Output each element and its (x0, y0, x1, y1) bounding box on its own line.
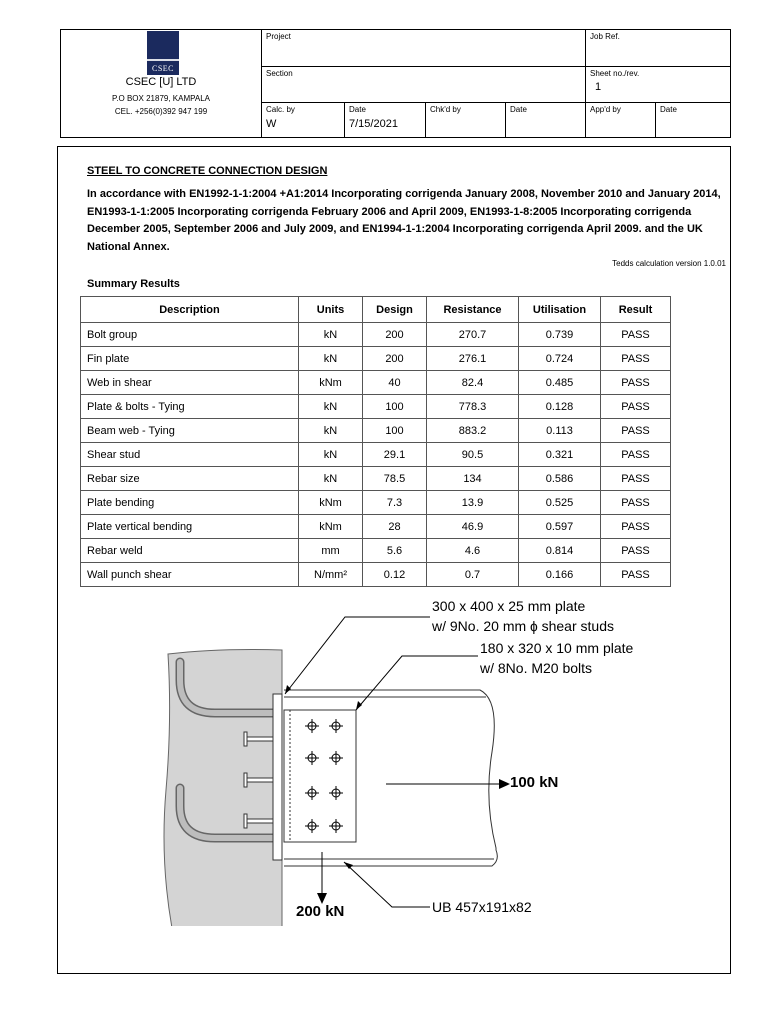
cell-resistance: 4.6 (427, 539, 519, 563)
cell-design: 78.5 (363, 467, 427, 491)
calc-by-value: W (266, 118, 277, 130)
page-title: STEEL TO CONCRETE CONNECTION DESIGN (87, 165, 328, 177)
col-description: Description (81, 297, 299, 323)
cell-design: 200 (363, 347, 427, 371)
company-logo (147, 31, 179, 75)
cell-utilisation: 0.814 (519, 539, 601, 563)
cell-design: 40 (363, 371, 427, 395)
calc-version: Tedds calculation version 1.0.01 (612, 259, 726, 268)
sheet-field (586, 67, 730, 102)
table-row (81, 515, 671, 539)
cell-design: 100 (363, 395, 427, 419)
project-label: Project (266, 32, 291, 41)
cell-utilisation: 0.586 (519, 467, 601, 491)
cell-resistance: 778.3 (427, 395, 519, 419)
vertical-force-label: 200 kN (296, 903, 345, 920)
summary-heading: Summary Results (87, 278, 180, 290)
cell-utilisation: 0.113 (519, 419, 601, 443)
date2-field (506, 103, 585, 137)
summary-results-table (80, 296, 671, 587)
cell-result: PASS (601, 515, 671, 539)
leader-beam (344, 862, 430, 907)
logo-text: CSEC (151, 64, 174, 73)
table-row (81, 347, 671, 371)
cell-units: kNm (299, 371, 363, 395)
date2-label: Date (510, 105, 527, 114)
col-resistance: Resistance (427, 297, 519, 323)
cell-units: N/mm² (299, 563, 363, 587)
cell-resistance: 276.1 (427, 347, 519, 371)
approved-by-label: App'd by (590, 105, 621, 114)
checked-by-field (426, 103, 505, 137)
table-row (81, 395, 671, 419)
cell-utilisation: 0.485 (519, 371, 601, 395)
cell-resistance: 270.7 (427, 323, 519, 347)
date3-field (656, 103, 730, 137)
cell-design: 7.3 (363, 491, 427, 515)
cell-utilisation: 0.597 (519, 515, 601, 539)
calc-by-label: Calc. by (266, 105, 295, 114)
cell-units: kN (299, 395, 363, 419)
job-ref-label: Job Ref. (590, 32, 620, 41)
cell-utilisation: 0.128 (519, 395, 601, 419)
cell-utilisation: 0.739 (519, 323, 601, 347)
bolts-label: w/ 8No. M20 bolts (480, 660, 593, 676)
cell-resistance: 0.7 (427, 563, 519, 587)
table-row (81, 491, 671, 515)
company-name: CSEC [U] LTD (125, 76, 197, 88)
cell-result: PASS (601, 419, 671, 443)
cell-units: kN (299, 467, 363, 491)
cell-description: Shear stud (81, 443, 299, 467)
cell-result: PASS (601, 539, 671, 563)
cell-result: PASS (601, 347, 671, 371)
cell-design: 28 (363, 515, 427, 539)
cell-utilisation: 0.525 (519, 491, 601, 515)
fin-plate (284, 710, 356, 842)
cell-description: Beam web - Tying (81, 419, 299, 443)
cell-design: 100 (363, 419, 427, 443)
col-utilisation: Utilisation (519, 297, 601, 323)
cell-result: PASS (601, 395, 671, 419)
cell-resistance: 46.9 (427, 515, 519, 539)
cell-description: Wall punch shear (81, 563, 299, 587)
table-row (81, 419, 671, 443)
col-units: Units (299, 297, 363, 323)
table-row (81, 323, 671, 347)
company-block (61, 30, 262, 137)
cell-resistance: 90.5 (427, 443, 519, 467)
cell-description: Rebar size (81, 467, 299, 491)
table-row (81, 539, 671, 563)
sheet-value: 1 (595, 81, 602, 93)
cell-utilisation: 0.724 (519, 347, 601, 371)
beam-section-label: UB 457x191x82 (432, 899, 532, 915)
table-row (81, 563, 671, 587)
cell-utilisation: 0.166 (519, 563, 601, 587)
cell-units: kN (299, 323, 363, 347)
table-row (81, 443, 671, 467)
cell-design: 200 (363, 323, 427, 347)
job-ref-field (586, 30, 730, 66)
cell-description: Plate bending (81, 491, 299, 515)
shear-studs-label: w/ 9No. 20 mm ɸ shear studs (432, 618, 614, 634)
horizontal-force-label: 100 kN (510, 774, 559, 791)
cell-description: Rebar weld (81, 539, 299, 563)
project-field (262, 30, 585, 66)
date-field (345, 103, 425, 137)
embed-plate-label: 300 x 400 x 25 mm plate (432, 598, 586, 614)
cell-units: kNm (299, 491, 363, 515)
cell-result: PASS (601, 323, 671, 347)
section-field (262, 67, 585, 102)
table-header-row (81, 297, 671, 323)
section-label: Section (266, 69, 293, 78)
sheet-label: Sheet no./rev. (590, 69, 640, 78)
cell-resistance: 82.4 (427, 371, 519, 395)
cell-description: Plate vertical bending (81, 515, 299, 539)
fin-plate-label: 180 x 320 x 10 mm plate (480, 640, 634, 656)
cell-resistance: 883.2 (427, 419, 519, 443)
cell-units: mm (299, 539, 363, 563)
approved-by-field (586, 103, 655, 137)
cell-units: kNm (299, 515, 363, 539)
col-result: Result (601, 297, 671, 323)
cell-result: PASS (601, 467, 671, 491)
table-row (81, 371, 671, 395)
cell-description: Fin plate (81, 347, 299, 371)
cell-utilisation: 0.321 (519, 443, 601, 467)
compliance-statement: In accordance with EN1992-1-1:2004 +A1:2014 Incorporating corrigenda January 2008, November 2010 and January 2014, EN1993-1-1:2005 Incorporating corrigenda February 2006 and April 2009, EN1993-1-8:2005 Incorporating corrigenda December 2005, September 2006 and July 2009, and EN1994-1-1:2004 Incorporating corrigenda April 2009. and the UK National Annex. (87, 188, 721, 253)
company-address: P.O BOX 21879, KAMPALA (112, 94, 210, 103)
cell-design: 0.12 (363, 563, 427, 587)
calc-sheet-header (60, 29, 731, 138)
cell-resistance: 134 (427, 467, 519, 491)
checked-by-label: Chk'd by (430, 105, 461, 114)
cell-design: 5.6 (363, 539, 427, 563)
date-label: Date (349, 105, 366, 114)
cell-description: Plate & bolts - Tying (81, 395, 299, 419)
embed-plate (273, 694, 282, 860)
cell-description: Bolt group (81, 323, 299, 347)
company-phone: CEL. +256(0)392 947 199 (114, 107, 208, 116)
date3-label: Date (660, 105, 677, 114)
cell-result: PASS (601, 443, 671, 467)
table-row (81, 467, 671, 491)
cell-units: kN (299, 419, 363, 443)
cell-description: Web in shear (81, 371, 299, 395)
cell-result: PASS (601, 491, 671, 515)
calc-by-field (262, 103, 344, 137)
cell-units: kN (299, 443, 363, 467)
cell-units: kN (299, 347, 363, 371)
cell-result: PASS (601, 371, 671, 395)
date-value: 7/15/2021 (349, 118, 398, 130)
col-design: Design (363, 297, 427, 323)
cell-result: PASS (601, 563, 671, 587)
cell-resistance: 13.9 (427, 491, 519, 515)
cell-design: 29.1 (363, 443, 427, 467)
